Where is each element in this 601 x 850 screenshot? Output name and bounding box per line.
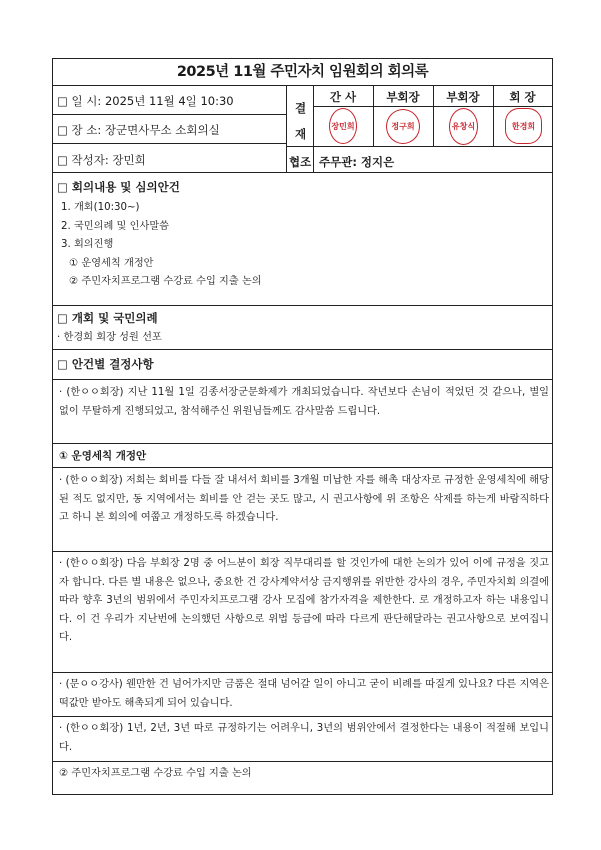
agenda-list — [61, 199, 262, 292]
divider — [53, 349, 552, 350]
document-title: 2025년 11월 주민자치 임원회의 회의록 — [53, 59, 552, 86]
approval-label-bottom: 재 — [295, 127, 307, 141]
coop-label: 협조 — [289, 155, 312, 169]
divider — [53, 716, 552, 717]
list-item: 1. 개회(10:30~) — [61, 202, 140, 213]
list-item: 3. 회의진행 — [61, 239, 114, 250]
writer-row — [57, 152, 146, 168]
divider — [53, 143, 286, 144]
stamp-secretary: 장민희 — [329, 108, 357, 144]
place-row — [57, 122, 220, 138]
agenda-heading: □ 회의내용 및 심의안건 — [57, 180, 180, 194]
subsection-title: ② 주민자치프로그램 수강료 수입 지출 논의 — [59, 768, 252, 779]
place-label: □ 장 소: — [57, 123, 102, 137]
divider — [53, 114, 286, 115]
divider — [53, 443, 552, 444]
paragraph-membership-fee: · (한ㅇㅇ회장) 저희는 회비를 다들 잘 내셔서 회비를 3개월 미납한 자를 해촉 대상자로 규정한 운영세칙에 해당된 적도 없지만, 동 지역에서는 회비를 안 걷는 곳도 많고, 시 권고사항에 위 조항은 삭제를 하는게 바람직하다고 하니 본 회의에 여쭙고 개정하도록 하겠습니다. — [59, 475, 549, 524]
meta-block — [53, 86, 552, 172]
divider — [53, 305, 552, 306]
opening-line: · 한경희 회장 성원 선포 — [57, 332, 162, 343]
paragraph-instructor-comment: · (문ㅇㅇ강사) 웬만한 건 넘어가지만 금품은 절대 넘어갈 일이 아니고 굳이 비례를 따질게 있나요? 다른 지역은 떡값만 받아도 해촉되게 되어 있습니다. — [59, 679, 549, 709]
writer-label: □ 작성자: — [57, 153, 109, 167]
stamp-president: 한경희 — [505, 108, 542, 144]
divider — [53, 379, 552, 380]
approval-label-top: 결 — [295, 101, 307, 115]
list-item: 2. 국민의례 및 인사말씀 — [61, 220, 170, 232]
paragraph-range-decision: · (한ㅇㅇ회장) 1년, 2년, 3년 따로 규정하기는 어려우니, 3년의 범위안에서 결정한다는 내용이 적절해 보입니다. — [59, 723, 549, 753]
role-1: 간 사 — [329, 90, 357, 104]
divider — [286, 86, 287, 172]
list-item: ② 주민자치프로그램 수강료 수입 지출 논의 — [69, 276, 262, 287]
stamp-vice-president-1: 정구희 — [386, 109, 420, 144]
writer-value: 장민희 — [112, 153, 146, 167]
subsection-title: ① 운영세칙 개정안 — [59, 450, 147, 462]
coop-value: 주무관: 정지은 — [319, 155, 395, 169]
divider — [286, 146, 552, 147]
list-item: ① 운영세칙 개정안 — [69, 257, 154, 269]
role-3: 부회장 — [446, 90, 480, 104]
decisions-heading: □ 안건별 결정사항 — [57, 357, 154, 371]
place-value: 장군면사무소 소회의실 — [104, 123, 220, 137]
paragraph-opening-remarks: · (한ㅇㅇ회장) 지난 11월 1일 김종서장군문화제가 개최되었습니다. 작년보다 손님이 적었던 것 같으나, 별일 없이 무탈하게 진행되었고, 참석해주신 위원님들께도 감사말씀 드립니다. — [59, 387, 549, 417]
date-row — [57, 93, 234, 109]
divider — [53, 672, 552, 673]
divider — [53, 761, 552, 762]
stamp-vice-president-2: 유창식 — [449, 108, 478, 145]
date-value: 2025년 11월 4일 10:30 — [104, 94, 234, 108]
role-2: 부회장 — [386, 90, 420, 104]
divider — [53, 467, 552, 468]
opening-heading: □ 개회 및 국민의례 — [57, 311, 158, 325]
role-4: 회 장 — [509, 90, 536, 104]
minutes-document — [52, 58, 553, 795]
paragraph-instructor-rule: · (한ㅇㅇ회장) 다음 부회장 2명 중 어느분이 회장 직무대리를 할 것인가에 대한 논의가 있어 이에 규정을 짓고자 합니다. 다른 별 내용은 없으나, 중요한 건 강사계약서상 금지행위를 위반한 강사의 경우, 주민자치회 의결에 따라 향후 3년의 범위에서 주민자치프로그램 강사 모집에 참가자격을 제한한다. 로 개정하고자 하는 내용입니다. 이 건 우리가 지난번에 논의했던 사항으로 위법 등급에 따라 다르게 판단해달라는 권고사항으로 보여집니다. — [59, 558, 549, 644]
divider — [53, 172, 552, 173]
divider — [53, 551, 552, 552]
date-label: □ 일 시: — [57, 94, 102, 108]
